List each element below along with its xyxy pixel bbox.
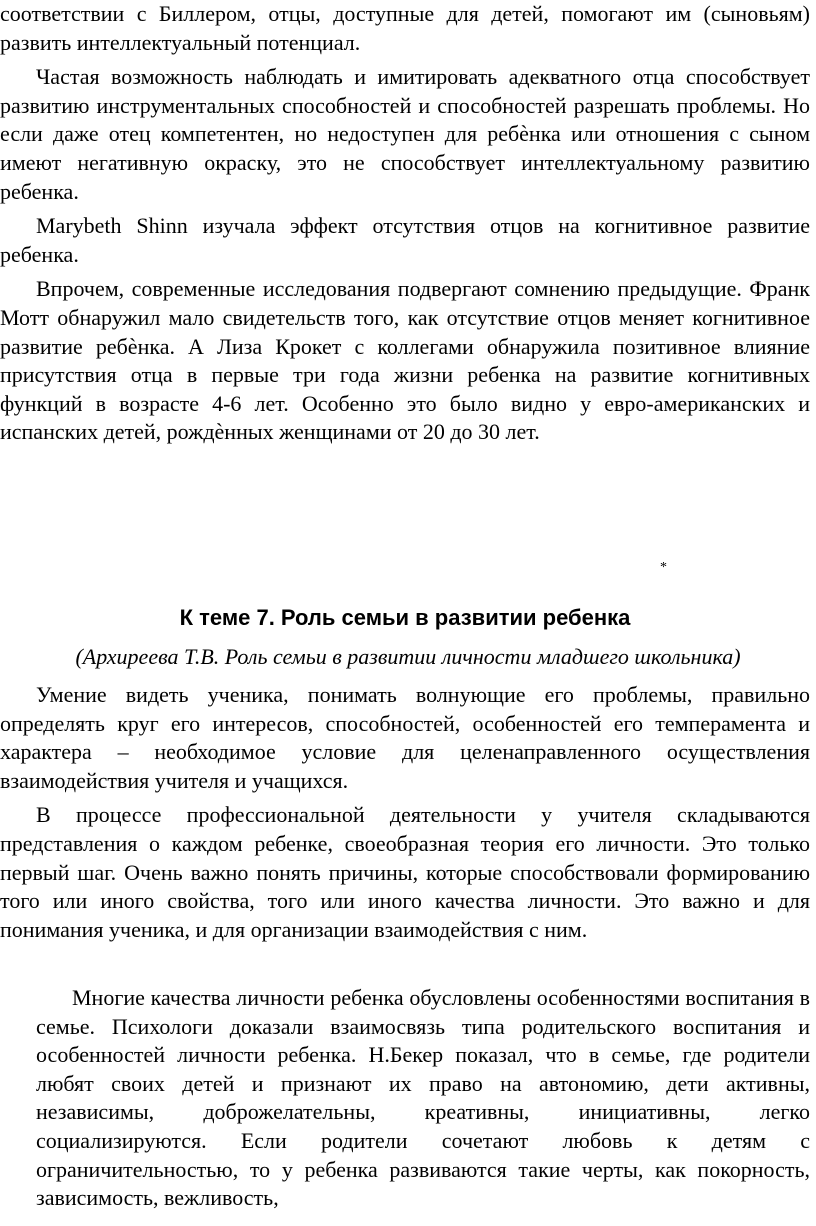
footnote-marker: * [660,560,667,575]
section-source-citation: (Архиреева Т.В. Роль семьи в развитии личности младшего школьника) [75,644,741,669]
intro-section [0,0,810,447]
intro-paragraph-1: соответствии с Биллером, отцы, доступные для детей, помогают им (сыновьям) развить интеллектуальный потенциал. [0,1,810,55]
body-paragraph-1: Умение видеть ученика, понимать волнующие его проблемы, правильно определять круг его интересов, способностей, особенностей его темперамента и характера – необходимое условие для целенаправленного осуществления взаимодействия учителя и учащихся. [0,682,810,793]
intro-paragraph-4: Впрочем, современные исследования подвергают сомнению предыдущие. Франк Мотт обнаружил мало свидетельств того, как отсутствие отцов меняет когнитивное развитие ребѐнка. А Лиза Крокет с коллегами обнаружила позитивное влияние присутствия отца в первые три года жизни ребенка на развитие когнитивных функций в возрасте 4-6 лет. Особенно это было видно у евро-американских и испанских детей, рождѐнных женщинами от 20 до 30 лет. [0,276,810,445]
intro-paragraph-3: Marybeth Shinn изучала эффект отсутствия отцов на когнитивное развитие ребенка. [0,213,810,267]
section-heading: К теме 7. Роль семьи в развитии ребенка [179,605,631,631]
intro-paragraph-2: Частая возможность наблюдать и имитировать адекватного отца способствует развитию инструментальных способностей и способностей разрешать проблемы. Но если даже отец компетентен, но недоступен для ребѐнка или отношения с сыном имеют негативную окраску, это не способствует интеллектуальному развитию ребенка. [0,64,810,204]
body-section [0,681,810,944]
body-paragraph-2: В процессе профессиональной деятельности у учителя складываются представления о каждом ребенке, своеобразная теория его личности. Это только первый шаг. Очень важно понять причины, которые способствовали формированию того или иного свойства, того или иного качества личности. Это важно и для понимания ученика, и для организации взаимодействия с ним. [0,802,810,942]
body-section-indented [0,984,816,1213]
body-paragraph-3: Многие качества личности ребенка обусловлены особенностями воспитания в семье. Психологи доказали взаимосвязь типа родительского воспитания и особенностей личности ребенка. Н.Бекер показал, что в семье, где родители любят своих детей и признают их право на автономию, дети активны, независимы, доброжелательны, креативны, инициативны, легко социализируются. Если родители сочетают любовь к детям с ограничительностью, то у ребенка развиваются такие черты, как покорность, зависимость, вежливость, [36,985,810,1211]
